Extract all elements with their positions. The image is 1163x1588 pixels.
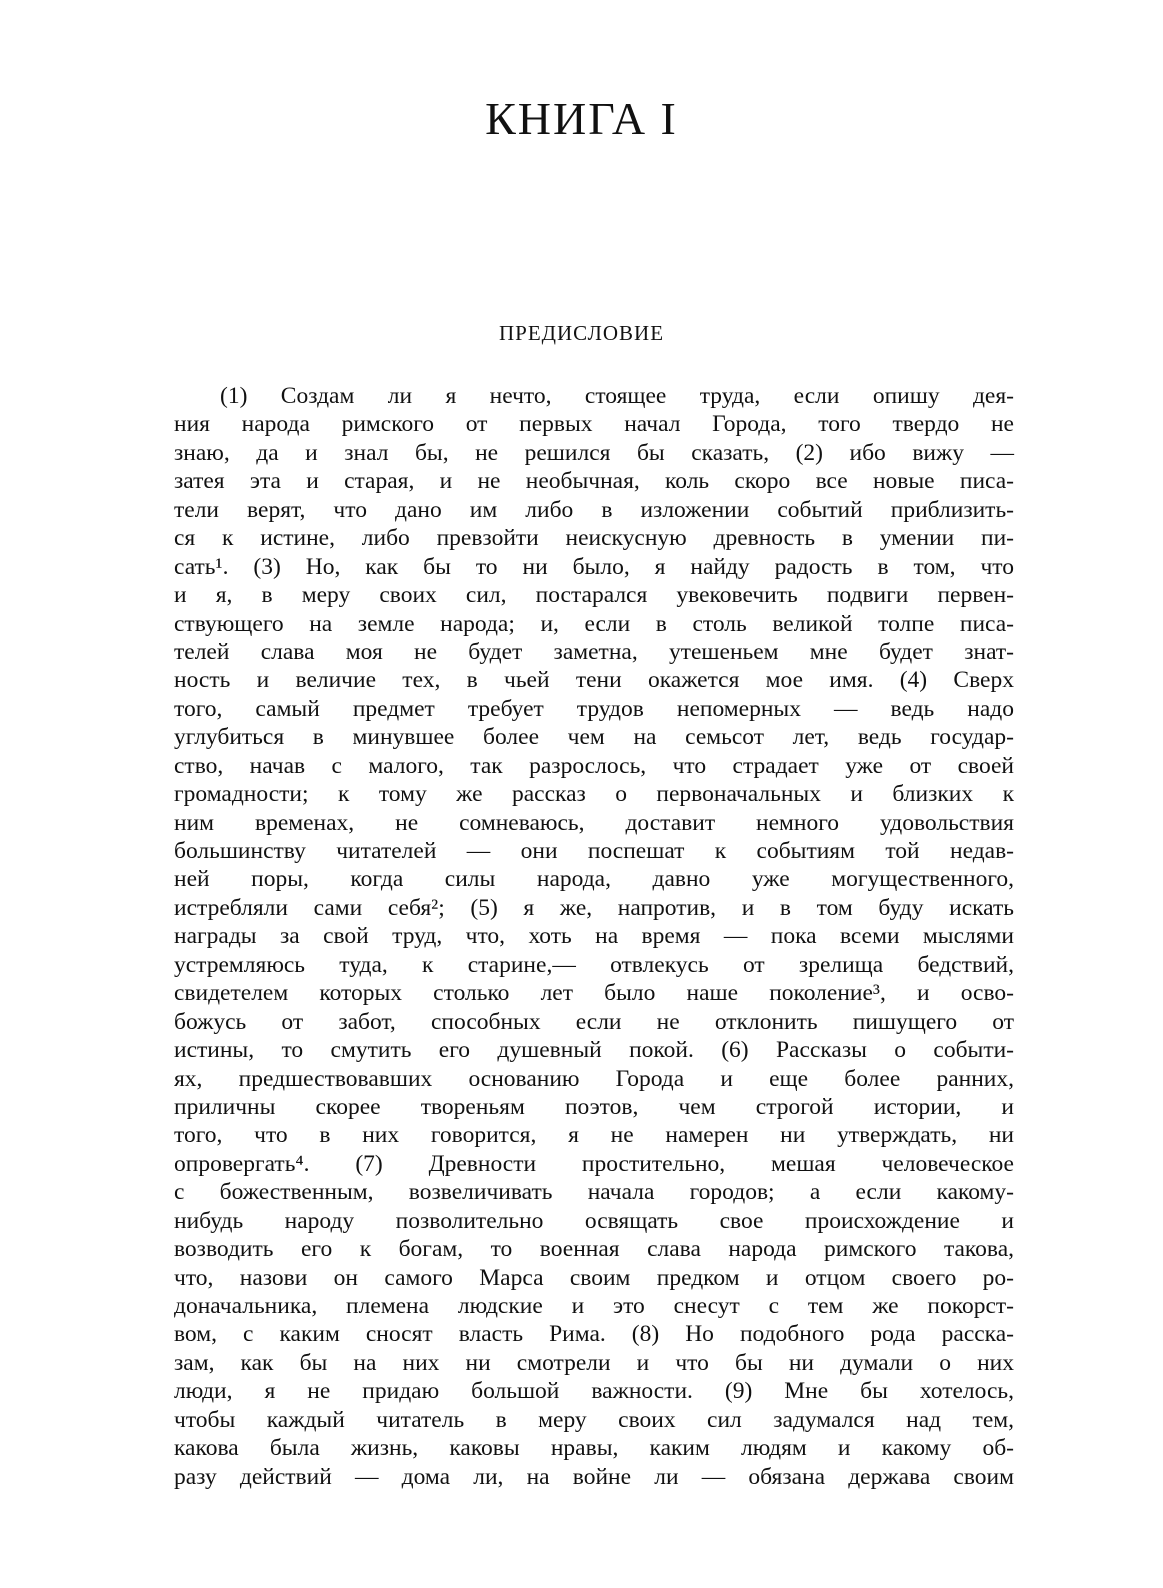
text-line: какова была жизнь, каковы нравы, каким людям и какому об- (174, 1435, 1014, 1462)
text-line: награды за свой труд, что, хоть на время — пока всеми мыслями (174, 923, 1014, 950)
book-title: КНИГА I (485, 93, 678, 144)
text-line: божусь от забот, способных если не отклонить пишущего от (174, 1008, 1014, 1035)
text-line: люди, я не придаю большой важности. (9) Мне бы хотелось, (174, 1378, 1014, 1405)
text-line: ней поры, когда силы народа, давно уже могущественного, (174, 866, 1014, 893)
text-line: ния народа римского от первых начал Города, того твердо не (174, 411, 1014, 438)
text-line: затея эта и старая, и не необычная, коль скоро все новые писа- (174, 468, 1014, 495)
text-line: ство, начав с малого, так разрослось, что страдает уже от своей (174, 752, 1014, 779)
text-line: сать¹. (3) Но, как бы то ни было, я найду радость в том, что (174, 553, 1014, 580)
text-line: тели верят, что дано им либо в изложении событий приблизить- (174, 496, 1014, 523)
text-line: ся к истине, либо превзойти неискусную древность в умении пи- (174, 525, 1014, 552)
text-line: возводить его к богам, то военная слава народа римского такова, (174, 1236, 1014, 1263)
text-line: ним временах, не сомневаюсь, доставит немного удовольствия (174, 809, 1014, 836)
text-line: того, что в них говорится, я не намерен ни утверждать, ни (174, 1122, 1014, 1149)
text-line: вом, с каким сносят власть Рима. (8) Но подобного рода расска- (174, 1321, 1014, 1348)
text-line: ность и величие тех, в чьей тени окажется мое имя. (4) Сверх (174, 667, 1014, 694)
text-line: ях, предшествовавших основанию Города и еще более ранних, (174, 1065, 1014, 1092)
text-line: истребляли сами себя²; (5) я же, напротив, и в том буду искать (174, 894, 1014, 921)
section-title: ПРЕДИСЛОВИЕ (498, 321, 665, 345)
text-line: громадности; к тому же рассказ о первоначальных и близких к (174, 781, 1014, 808)
text-line: приличны скорее твореньям поэтов, чем строгой истории, и (174, 1093, 1014, 1120)
text-line: истины, то смутить его душевный покой. (6) Рассказы о событи- (174, 1037, 1014, 1064)
text-line: того, самый предмет требует трудов непомерных — ведь надо (174, 695, 1014, 722)
text-line: знаю, да и знал бы, не решился бы сказать, (2) ибо вижу — (174, 439, 1014, 466)
text-line: доначальника, племена людские и это снесут с тем же покорст- (174, 1293, 1014, 1319)
text-line: большинству читателей — они поспешат к событиям той недав- (174, 838, 1014, 864)
text-line: чтобы каждый читатель в меру своих сил задумался над тем, (174, 1406, 1014, 1433)
text-line: телей слава моя не будет заметна, утешеньем мне будет знат- (174, 638, 1014, 665)
text-line: углубиться в минувшее более чем на семьсот лет, ведь государ- (174, 724, 1014, 751)
text-line: ствующего на земле народа; и, если в столь великой толпе писа- (174, 610, 1014, 637)
text-line: зам, как бы на них ни смотрели и что бы ни думали о них (174, 1349, 1014, 1376)
text-line: свидетелем которых столько лет было наше поколение³, и осво- (174, 980, 1014, 1007)
preface-text (174, 382, 1014, 1491)
text-line: с божественным, возвеличивать начала городов; а если какому- (174, 1179, 1014, 1206)
text-line: разу действий — дома ли, на войне ли — обязана держава своим (174, 1463, 1014, 1490)
text-line: устремляюсь туда, к старине,— отвлекусь от зрелища бедствий, (174, 951, 1014, 978)
text-line: что, назови он самого Марса своим предком и отцом своего ро- (174, 1264, 1014, 1291)
text-line: опровергать⁴. (7) Древности простительно, мешая человеческое (174, 1150, 1014, 1177)
text-line: (1) Создам ли я нечто, стоящее труда, если опишу дея- (220, 383, 1014, 409)
text-line: нибудь народу позволительно освящать свое происхождение и (174, 1207, 1014, 1234)
text-line: и я, в меру своих сил, постарался увековечить подвиги первен- (174, 582, 1014, 609)
